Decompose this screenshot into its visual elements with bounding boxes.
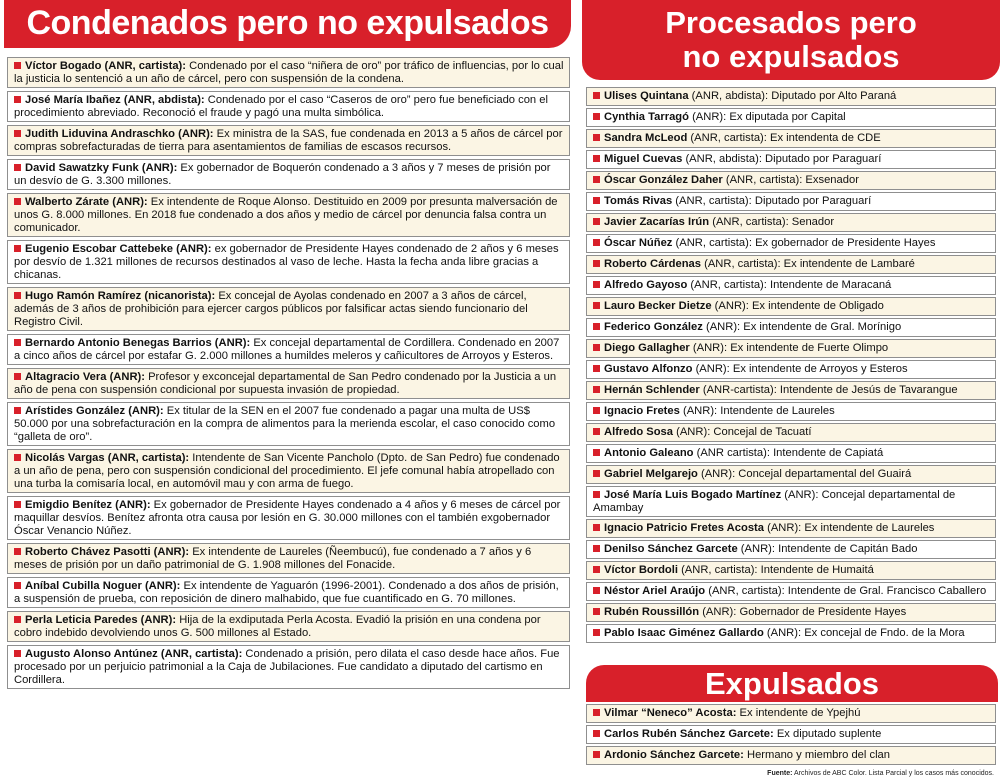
person-name: Óscar Núñez	[604, 237, 673, 249]
procesados-title-line2: no expulsados	[682, 39, 900, 74]
person-description: (ANR, cartista): Ex gobernador de Presidente Hayes	[672, 237, 936, 249]
person-name: Alfredo Gayoso	[604, 279, 688, 291]
person-name: Hernán Schlender	[604, 384, 700, 396]
bullet-square-icon	[14, 292, 21, 299]
person-description: Ex intendente de Roque Alonso. Destituido en 2009 por presunta malversación de unos G. 8.000 millones. En 2018 fue condenado a dos años y medio de cárcel por denuncia falsa contra un comunicador.	[14, 196, 558, 234]
condenados-title: Condenados pero no expulsados	[4, 0, 571, 48]
list-item	[586, 360, 996, 379]
bullet-square-icon	[593, 176, 600, 183]
person-name: Cynthia Tarragó	[604, 111, 689, 123]
person-name: Bernardo Antonio Benegas Barrios (ANR):	[25, 337, 251, 349]
list-item	[7, 577, 570, 608]
person-name: Hugo Ramón Ramírez (nicanorista):	[25, 290, 216, 302]
list-item	[586, 87, 996, 106]
person-description: (ANR-cartista): Intendente de Jesús de Tavarangue	[699, 384, 958, 396]
bullet-square-icon	[593, 587, 600, 594]
person-name: Emigdio Benítez (ANR):	[25, 499, 151, 511]
person-description: Ex gobernador de Boquerón condenado a 3 años y 7 meses de prisión por un desvío de G. 3.300 millones.	[14, 162, 551, 187]
list-item	[586, 746, 996, 765]
person-name: Nicolás Vargas (ANR, cartista):	[25, 452, 190, 464]
list-item	[7, 287, 570, 331]
person-name: Diego Gallagher	[604, 342, 690, 354]
bullet-square-icon	[593, 491, 600, 498]
person-description: Ex ministra de la SAS, fue condenada en 2013 a 5 años de cárcel por compras sobrefacturadas de tierra para asentamientos de familias de escasos recursos.	[14, 128, 563, 153]
bullet-square-icon	[14, 407, 21, 414]
list-item	[586, 444, 996, 463]
person-name: Augusto Alonso Antúnez (ANR, cartista):	[25, 648, 243, 660]
person-name: Vilmar “Neneco” Acosta:	[604, 707, 737, 719]
list-item	[586, 297, 996, 316]
person-name: Walberto Zárate (ANR):	[25, 196, 148, 208]
person-name: José María Luis Bogado Martínez	[604, 489, 782, 501]
person-description: Ex intendente de Ypejhú	[736, 707, 861, 719]
person-description: (ANR): Gobernador de Presidente Hayes	[699, 606, 907, 618]
person-name: Aníbal Cubilla Noguer (ANR):	[25, 580, 181, 592]
bullet-square-icon	[14, 373, 21, 380]
bullet-square-icon	[593, 302, 600, 309]
list-item	[7, 91, 570, 122]
bullet-square-icon	[593, 155, 600, 162]
person-name: Eugenio Escobar Cattebeke (ANR):	[25, 243, 212, 255]
list-item	[586, 423, 996, 442]
list-item	[586, 486, 996, 517]
bullet-square-icon	[14, 96, 21, 103]
person-name: Gustavo Alfonzo	[604, 363, 693, 375]
person-description: Ex intendente de Yaguarón (1996-2001). Condenado a dos años de prisión, a suspensión de prueba, con reposición de dinero malhabido, que fue cuantificado en G. 70 millones.	[14, 580, 559, 605]
person-description: (ANR, cartista): Intendente de Gral. Francisco Caballero	[705, 585, 987, 597]
list-item	[586, 465, 996, 484]
person-description: (ANR, cartista): Diputado por Paraguarí	[672, 195, 872, 207]
list-item	[586, 725, 996, 744]
bullet-square-icon	[593, 197, 600, 204]
person-name: Javier Zacarías Irún	[604, 216, 710, 228]
list-item	[586, 171, 996, 190]
bullet-square-icon	[14, 62, 21, 69]
bullet-square-icon	[593, 239, 600, 246]
person-name: Federico González	[604, 321, 703, 333]
person-description: (ANR): Concejal departamental del Guairá	[697, 468, 912, 480]
bullet-square-icon	[14, 616, 21, 623]
bullet-square-icon	[593, 281, 600, 288]
bullet-square-icon	[14, 548, 21, 555]
person-name: Ulises Quintana	[604, 90, 689, 102]
person-name: Lauro Becker Dietze	[604, 300, 712, 312]
list-item	[7, 57, 570, 88]
list-item	[7, 125, 570, 156]
bullet-square-icon	[593, 629, 600, 636]
list-item	[586, 192, 996, 211]
person-name: Antonio Galeano	[604, 447, 694, 459]
list-item	[7, 645, 570, 689]
person-description: (ANR): Intendente de Capitán Bado	[737, 543, 918, 555]
list-item	[7, 193, 570, 237]
bullet-square-icon	[593, 92, 600, 99]
list-item	[7, 402, 570, 446]
person-name: Ignacio Fretes	[604, 405, 680, 417]
source-note	[767, 770, 994, 777]
person-name: Sandra McLeod	[604, 132, 688, 144]
bullet-square-icon	[14, 130, 21, 137]
list-item	[586, 624, 996, 643]
list-item	[7, 449, 570, 493]
person-description: Ex concejal departamental de Cordillera. Condenado en 2007 a cinco años de cárcel por estafar G. 2.000 millones a humildes meleros y cañicultores de Arroyos y Esteros.	[14, 337, 560, 362]
person-description: (ANR): Intendente de Laureles	[679, 405, 835, 417]
bullet-square-icon	[593, 260, 600, 267]
list-item	[7, 240, 570, 284]
bullet-square-icon	[14, 164, 21, 171]
list-item	[586, 150, 996, 169]
bullet-square-icon	[593, 113, 600, 120]
person-description: ex gobernador de Presidente Hayes condenado de 2 años y 6 meses por desvío de 1.321 millones de recursos destinados al vaso de leche. Hasta la fecha anda libre gracias a chicanas.	[14, 243, 559, 281]
person-name: Tomás Rivas	[604, 195, 673, 207]
person-description: (ANR): Ex intendente de Gral. Morínigo	[702, 321, 902, 333]
person-description: (ANR cartista): Intendente de Capiatá	[693, 447, 884, 459]
list-item	[586, 519, 996, 538]
person-description: (ANR, cartista): Ex intendenta de CDE	[687, 132, 881, 144]
list-item	[586, 318, 996, 337]
person-name: Gabriel Melgarejo	[604, 468, 698, 480]
person-name: Ardonio Sánchez Garcete:	[604, 749, 744, 761]
bullet-square-icon	[593, 545, 600, 552]
list-item	[7, 543, 570, 574]
list-item	[586, 402, 996, 421]
bullet-square-icon	[593, 134, 600, 141]
bullet-square-icon	[593, 449, 600, 456]
bullet-square-icon	[14, 245, 21, 252]
list-item	[586, 603, 996, 622]
bullet-square-icon	[14, 198, 21, 205]
list-item	[586, 234, 996, 253]
source-text: Archivos de ABC Color. Lista Parcial y los casos más conocidos.	[792, 770, 994, 777]
list-item	[586, 339, 996, 358]
person-name: Óscar González Daher	[604, 174, 723, 186]
bullet-square-icon	[593, 386, 600, 393]
list-item	[7, 496, 570, 540]
person-description: (ANR, abdista): Diputado por Alto Paraná	[688, 90, 897, 102]
person-name: Arístides González (ANR):	[25, 405, 164, 417]
person-name: Rubén Roussillón	[604, 606, 700, 618]
bullet-square-icon	[593, 566, 600, 573]
bullet-square-icon	[593, 407, 600, 414]
person-name: Néstor Ariel Araújo	[604, 585, 706, 597]
person-name: Altagracio Vera (ANR):	[25, 371, 145, 383]
person-description: Ex intendente de Laureles (Ñeembucú), fue condenado a 7 años y 6 meses de prisión por un daño patrimonial de G. 1.908 millones del Fonacide.	[14, 546, 532, 571]
person-name: Perla Leticia Paredes (ANR):	[25, 614, 177, 626]
procesados-list	[586, 87, 996, 645]
list-item	[7, 611, 570, 642]
person-description: (ANR): Concejal departamental de Amambay	[593, 489, 956, 514]
bullet-square-icon	[14, 501, 21, 508]
list-item	[586, 213, 996, 232]
expulsados-title: Expulsados	[586, 665, 998, 702]
person-description: (ANR): Ex intendente de Arroyos y Esteros	[692, 363, 908, 375]
procesados-title	[582, 0, 1000, 80]
list-item	[586, 129, 996, 148]
bullet-square-icon	[593, 323, 600, 330]
bullet-square-icon	[14, 582, 21, 589]
bullet-square-icon	[593, 428, 600, 435]
list-item	[586, 561, 996, 580]
person-name: Miguel Cuevas	[604, 153, 683, 165]
bullet-square-icon	[593, 470, 600, 477]
list-item	[586, 276, 996, 295]
list-item	[7, 368, 570, 399]
person-description: Ex concejal de Ayolas condenado en 2007 a 3 años de cárcel, además de 3 años de prohibición para ejercer cargos públicos por falsificar actas siendo funcionario del Registro Civil.	[14, 290, 528, 328]
person-description: Hija de la exdiputada Perla Acosta. Evadió la prisión en una condena por cobro indebido devolviendo unos G. 500 millones al Estado.	[14, 614, 541, 639]
list-item	[7, 334, 570, 365]
person-description: Ex titular de la SEN en el 2007 fue condenado a pagar una multa de US$ 50.000 por una sobrefacturación en la compra de alimentos para la merienda escolar, el caso conocido como “galleta de oro”.	[14, 405, 556, 443]
person-name: Alfredo Sosa	[604, 426, 674, 438]
person-name: Roberto Chávez Pasotti (ANR):	[25, 546, 190, 558]
condenados-list	[7, 57, 570, 692]
person-name: Roberto Cárdenas	[604, 258, 701, 270]
bullet-square-icon	[14, 650, 21, 657]
bullet-square-icon	[593, 608, 600, 615]
bullet-square-icon	[593, 709, 600, 716]
person-name: Pablo Isaac Giménez Gallardo	[604, 627, 764, 639]
bullet-square-icon	[593, 344, 600, 351]
bullet-square-icon	[593, 524, 600, 531]
person-name: David Sawatzky Funk (ANR):	[25, 162, 178, 174]
procesados-title-line1: Procesados pero	[665, 5, 917, 40]
person-description: Profesor y exconcejal departamental de San Pedro condenado por la Justicia a un año de pena con suspensión condicional por supuesta invasión de propiedad.	[14, 371, 557, 396]
bullet-square-icon	[593, 751, 600, 758]
bullet-square-icon	[14, 454, 21, 461]
person-description: Condenado por el caso “Caseros de oro” pero fue beneficiado con el procedimiento abreviado. Reconoció el fraude y pagó una multa simbólica.	[14, 94, 548, 119]
expulsados-list	[586, 704, 996, 767]
person-description: (ANR, cartista): Intendente de Humaitá	[677, 564, 874, 576]
list-item	[586, 108, 996, 127]
person-description: (ANR): Ex intendente de Laureles	[764, 522, 935, 534]
list-item	[586, 582, 996, 601]
list-item	[7, 159, 570, 190]
list-item	[586, 255, 996, 274]
person-name: Judith Liduvina Andraschko (ANR):	[25, 128, 214, 140]
person-name: Carlos Rubén Sánchez Garcete:	[604, 728, 774, 740]
person-description: Ex diputado suplente	[773, 728, 882, 740]
person-description: Intendente de San Vicente Pancholo (Dpto. de San Pedro) fue condenado a un año de pena, pero con suspensión condicional del procedimiento. El jefe comunal había atropellado con una turba la comisaría local, en automóvil mau y con arma de fuego.	[14, 452, 560, 490]
bullet-square-icon	[593, 218, 600, 225]
person-description: Ex gobernador de Presidente Hayes condenado a 4 años y 6 meses de cárcel por maquillar desvíos. Benítez afronta otra causa por lesión en G. 30.000 millones con el también exgobernador Óscar Venancio Núñez.	[14, 499, 561, 537]
person-description: Condenado por el caso “niñera de oro” por tráfico de influencias, por lo cual la justicia lo sentenció a un año de cárcel, pero con suspensión de la condena.	[14, 60, 564, 85]
person-description: (ANR): Ex concejal de Fndo. de la Mora	[763, 627, 965, 639]
bullet-square-icon	[593, 365, 600, 372]
source-label: Fuente:	[767, 770, 793, 777]
person-name: Víctor Bordoli	[604, 564, 678, 576]
person-description: (ANR): Ex diputada por Capital	[688, 111, 846, 123]
person-description: (ANR, cartista): Exsenador	[722, 174, 859, 186]
list-item	[586, 704, 996, 723]
person-name: Denilso Sánchez Garcete	[604, 543, 738, 555]
bullet-square-icon	[593, 730, 600, 737]
person-name: Víctor Bogado (ANR, cartista):	[25, 60, 186, 72]
person-description: Condenado a prisión, pero dilata el caso desde hace años. Fue procesado por un perjuicio patrimonial a la Caja de Jubilaciones. Fue candidato a diputado del cartismo en Cordillera.	[14, 648, 560, 686]
person-description: (ANR, cartista): Senador	[709, 216, 835, 228]
bullet-square-icon	[14, 339, 21, 346]
person-description: (ANR, cartista): Intendente de Maracaná	[687, 279, 892, 291]
person-description: (ANR, abdista): Diputado por Paraguarí	[682, 153, 882, 165]
person-name: Ignacio Patricio Fretes Acosta	[604, 522, 764, 534]
person-description: (ANR, cartista): Ex intendente de Lambaré	[700, 258, 915, 270]
person-description: Hermano y miembro del clan	[743, 749, 891, 761]
list-item	[586, 381, 996, 400]
person-description: (ANR): Concejal de Tacuatí	[673, 426, 812, 438]
list-item	[586, 540, 996, 559]
person-name: José María Ibañez (ANR, abdista):	[25, 94, 205, 106]
person-description: (ANR): Ex intendente de Fuerte Olimpo	[689, 342, 889, 354]
person-description: (ANR): Ex intendente de Obligado	[711, 300, 884, 312]
